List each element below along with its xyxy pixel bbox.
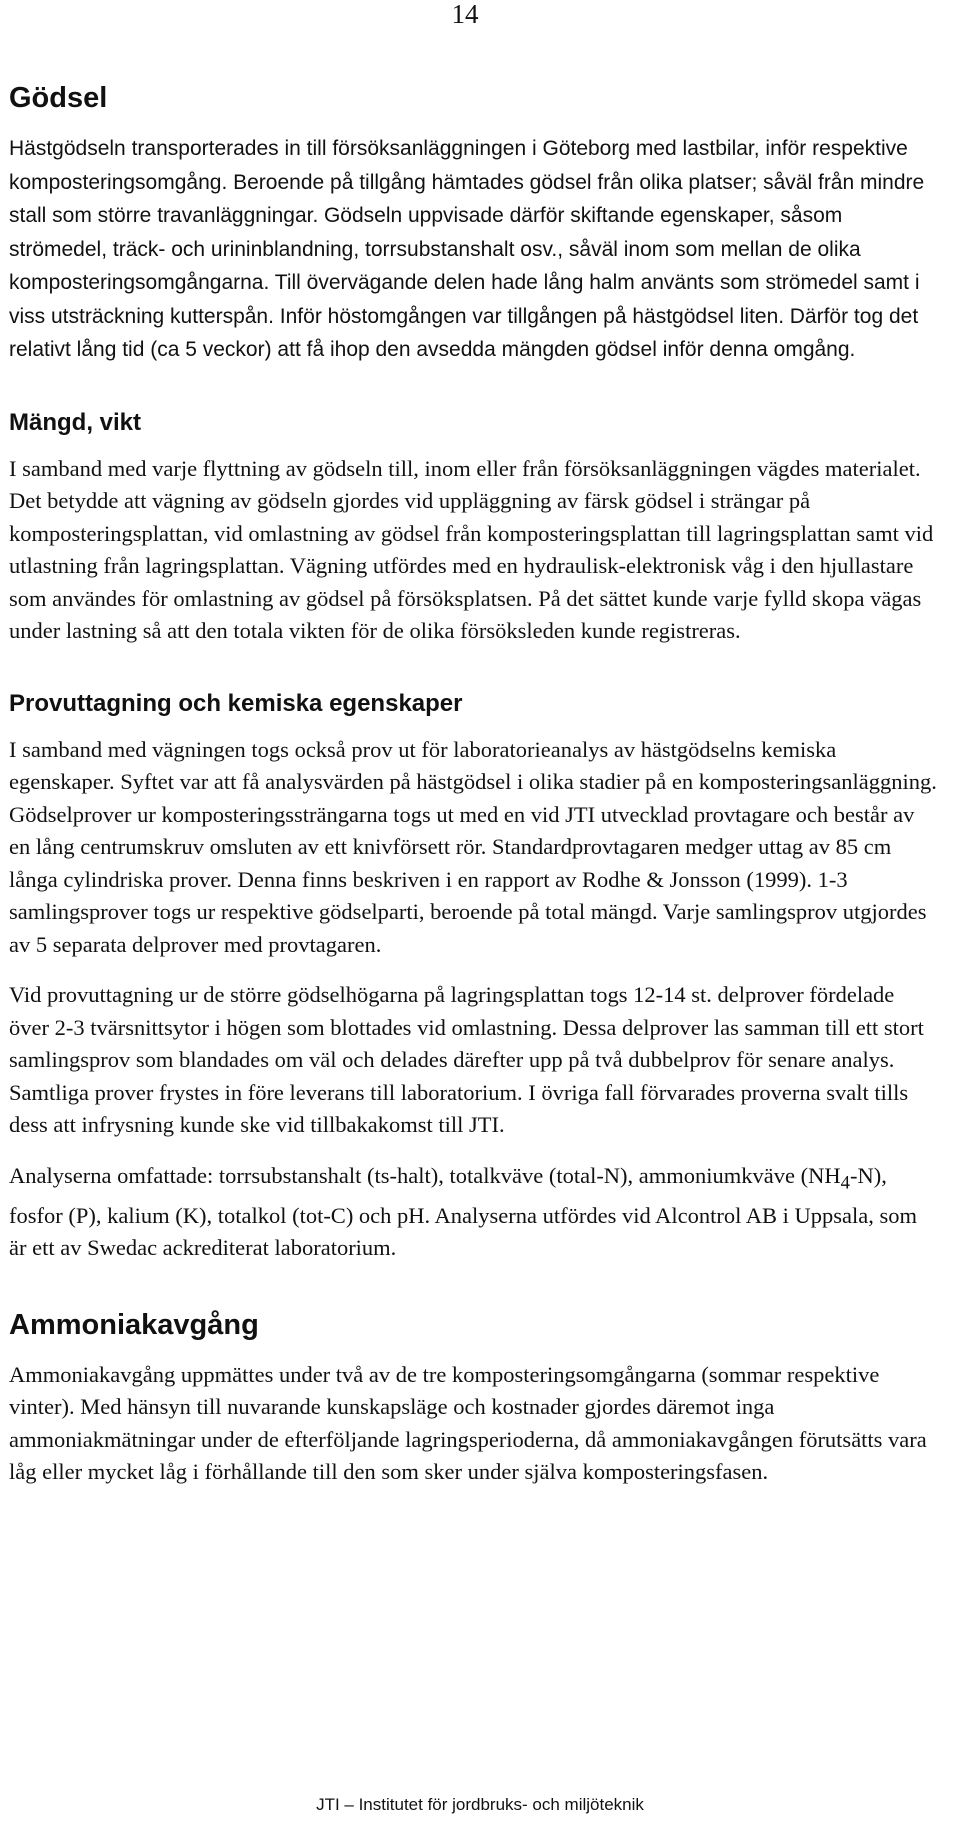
- section-heading-provuttagning: Provuttagning och kemiska egenskaper: [9, 689, 463, 717]
- nh4-subscript: 4: [840, 1172, 851, 1193]
- paragraph-ammoniakavgang: Ammoniakavgång uppmättes under två av de tre komposteringsomgångarna (sommar respektive vinter). Med hänsyn till nuvarande kunskapsläge och kostnader gjordes däremot inga ammoniakmätningar under de efterföljande lagringsperioderna, då ammoniakavgången förutsätts vara låg eller mycket låg i förhållande till den som sker under själva komposteringsfasen.: [9, 1361, 927, 1484]
- document-body: [9, 78, 939, 1489]
- page-number: 14: [451, 0, 479, 29]
- paragraph-godsel-part-a: Hästgödseln transporterades in till försöksanläggningen i Göteborg med lastbilar, inför respektive komposteringsomgång. Beroende på tillgång hämtades gödsel från olika platser; såväl från mindre stall som större travanläggningar.: [9, 137, 925, 227]
- section-heading-ammoniakavgang: Ammoniakavgång: [9, 1308, 259, 1341]
- paragraph-mangd-vikt: I samband med varje flyttning av gödseln till, inom eller från försöksanläggningen vägdes materialet. Det betydde att vägning av gödseln gjordes vid uppläggning av färsk gödsel i strängar på komposteringsplattan, vid omlastning av gödsel från komposteringsplattan till lagringsplattan samt vid utlastning från lagringsplattan. Vägning utfördes med en hydraulisk-elektronisk våg i den hjullastare som användes för omlastning av gödsel på försöksplatsen. På det sättet kunde varje fylld skopa vägas under lastning så att den totala vikten för de olika försöksleden kunde registreras.: [9, 455, 934, 643]
- section-heading-mangd-vikt: Mängd, vikt: [9, 408, 142, 436]
- paragraph-godsel-part-b: Gödseln uppvisade därför skiftande egenskaper, såsom strömedel, träck- och urininblandning, torrsubstanshalt osv., såväl inom som mellan de olika komposteringsomgångarna. Till övervägande delen hade lång halm använts som strömedel samt i viss utsträckning kutterspån. Inför höstomgången var tillgången på hästgödsel liten.: [9, 204, 920, 328]
- section-heading-godsel: Gödsel: [9, 82, 108, 114]
- paragraph-provuttagning-2: Vid provuttagning ur de större gödselhögarna på lagringsplattan togs 12-14 st. delprover fördelade över 2-3 tvärsnittsytor i högen som blottades vid omlastning. Dessa delprover las samman till ett stort samlingsprov som blandades om väl och delades därefter upp på två dubbelprov för senare analys. Samtliga prover frystes in före leverans till laboratorium. I övriga fall förvarades proverna svalt tills dess att infrysning kunde ske vid tillbakakomst till JTI.: [9, 982, 924, 1137]
- analyserna-text-end: -N), fosfor (P), kalium (K), totalkol (tot-C) och pH. Analyserna utfördes vid Alcontrol AB i Uppsala, som är ett av Swedac ackrediterat laboratorium.: [9, 1162, 917, 1260]
- paragraph-analyserna: [9, 1160, 939, 1265]
- paragraph-godsel: [9, 132, 939, 367]
- page-footer: JTI – Institutet för jordbruks- och miljöteknik: [316, 1795, 644, 1814]
- paragraph-godsel-part-c: Därför tog det relativt lång tid (ca 5 veckor) att få ihop den avsedda mängden gödsel inför denna omgång.: [9, 304, 919, 361]
- analyserna-text-start: Analyserna omfattade: torrsubstanshalt (ts-halt), totalkväve (total-N), ammoniumkväve (NH: [9, 1162, 841, 1188]
- paragraph-provuttagning-1: I samband med vägningen togs också prov ut för laboratorieanalys av hästgödselns kemiska egenskaper. Syftet var att få analysvärden på hästgödsel i olika stadier på en komposteringsanläggning. Gödselprover ur komposteringssträngarna togs ut med en vid JTI utvecklad provtagare och består av en lång centrumskruv omsluten av ett knivförsett rör. Standardprovtagaren medger uttag av 85 cm långa cylindriska prover. Denna finns beskriven i en rapport av Rodhe & Jonsson (1999). 1-3 samlingsprover togs ur respektive gödselparti, beroende på total mängd. Varje samlingsprov utgjordes av 5 separata delprover med provtagaren.: [9, 736, 937, 957]
